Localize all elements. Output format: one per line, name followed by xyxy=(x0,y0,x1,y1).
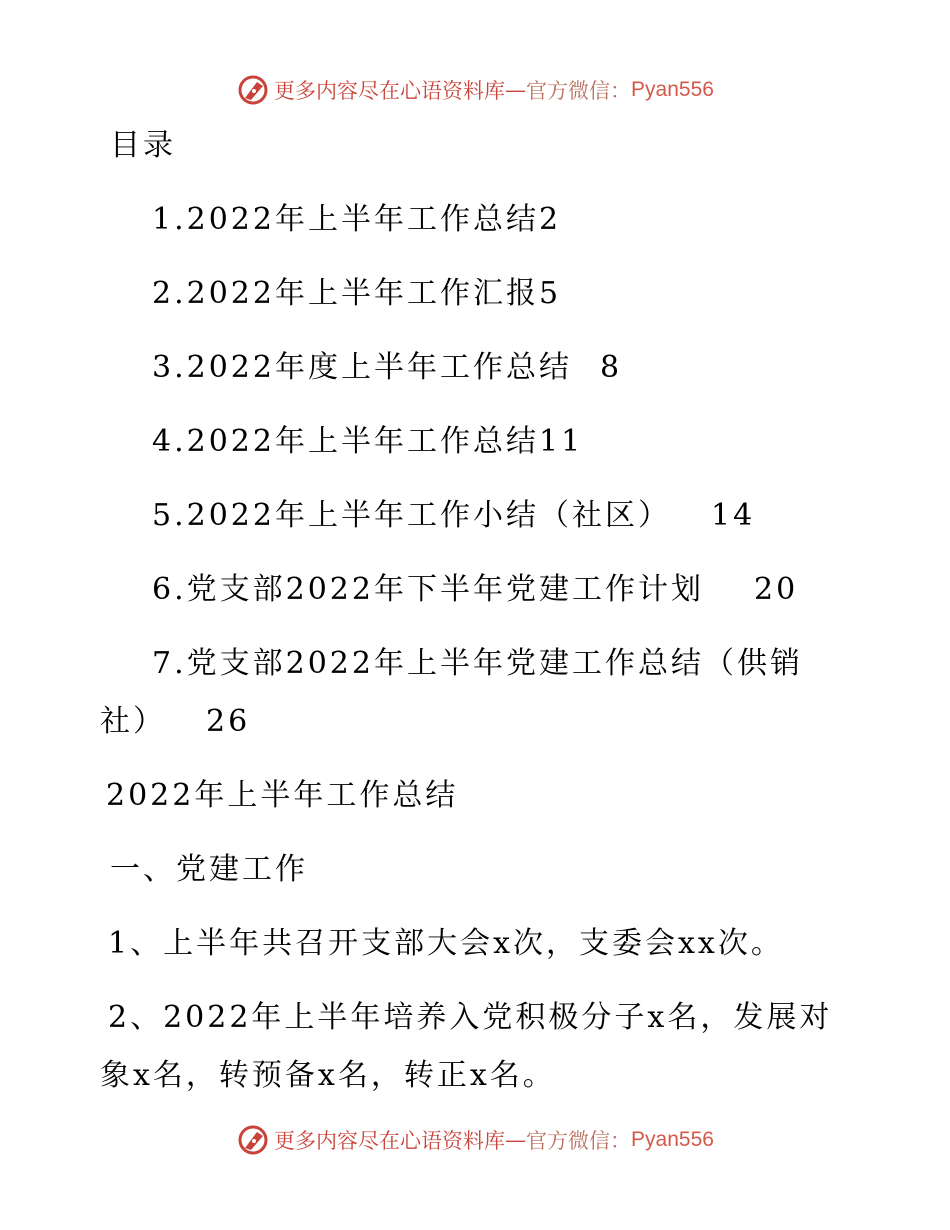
toc-item-3[interactable] xyxy=(152,348,622,388)
pen-nib-circle-icon xyxy=(236,1123,270,1157)
watermark-id: Pyan556 xyxy=(631,78,714,101)
toc-title: 目录 xyxy=(110,128,176,163)
toc-item-1[interactable] xyxy=(152,200,561,240)
watermark-main-text: 更多内容尽在心语资料库 xyxy=(274,1129,506,1153)
toc-item-5[interactable] xyxy=(152,496,755,536)
watermark-suffix-text: 官方微信： xyxy=(526,1129,632,1153)
toc-item-text: 7.党支部2022年上半年党建工作总结（供销 xyxy=(152,646,803,681)
toc-item-page: 14 xyxy=(710,498,756,533)
toc-item-7[interactable] xyxy=(152,644,803,684)
toc-item-text: 6.党支部2022年下半年党建工作计划 xyxy=(152,572,704,607)
toc-item-text: 5.2022年上半年工作小结（社区） xyxy=(152,498,671,533)
toc-item-page: 11 xyxy=(538,424,584,459)
section-title: 2022年上半年工作总结 xyxy=(106,778,459,813)
toc-item-page: 2 xyxy=(538,202,562,237)
watermark-separator: — xyxy=(505,78,527,102)
toc-item-text: 4.2022年上半年工作总结 xyxy=(152,424,539,459)
paragraph-1: 1、上半年共召开支部大会x次，支委会xx次。 xyxy=(108,926,784,961)
toc-item-text: 3.2022年度上半年工作总结 xyxy=(152,350,572,385)
watermark-main-text: 更多内容尽在心语资料库 xyxy=(274,79,506,103)
watermark-separator: — xyxy=(505,1128,527,1152)
paragraph-2-line-2: 象x名，转预备x名，转正x名。 xyxy=(100,1058,556,1093)
toc-item-text: 1.2022年上半年工作总结 xyxy=(152,202,539,237)
paragraph-2-line-1: 2、2022年上半年培养入党积极分子x名，发展对 xyxy=(108,1000,833,1035)
toc-item-6[interactable] xyxy=(152,570,798,610)
toc-item-page: 5 xyxy=(538,276,562,311)
heading-party-building: 一、党建工作 xyxy=(110,852,308,887)
toc-item-7-continuation[interactable] xyxy=(100,702,250,742)
toc-item-page: 8 xyxy=(599,350,623,385)
pen-nib-circle-icon xyxy=(236,73,270,107)
toc-item-page: 20 xyxy=(753,572,799,607)
toc-item-page: 26 xyxy=(206,704,251,739)
toc-item-text: 2.2022年上半年工作汇报 xyxy=(152,276,539,311)
toc-item-text-cont: 社） xyxy=(100,704,166,739)
watermark-footer xyxy=(0,1120,950,1160)
watermark-suffix-text: 官方微信： xyxy=(526,79,632,103)
toc-item-2[interactable] xyxy=(152,274,561,314)
watermark-header xyxy=(0,70,950,110)
watermark-id: Pyan556 xyxy=(631,1128,714,1151)
toc-item-4[interactable] xyxy=(152,422,583,462)
